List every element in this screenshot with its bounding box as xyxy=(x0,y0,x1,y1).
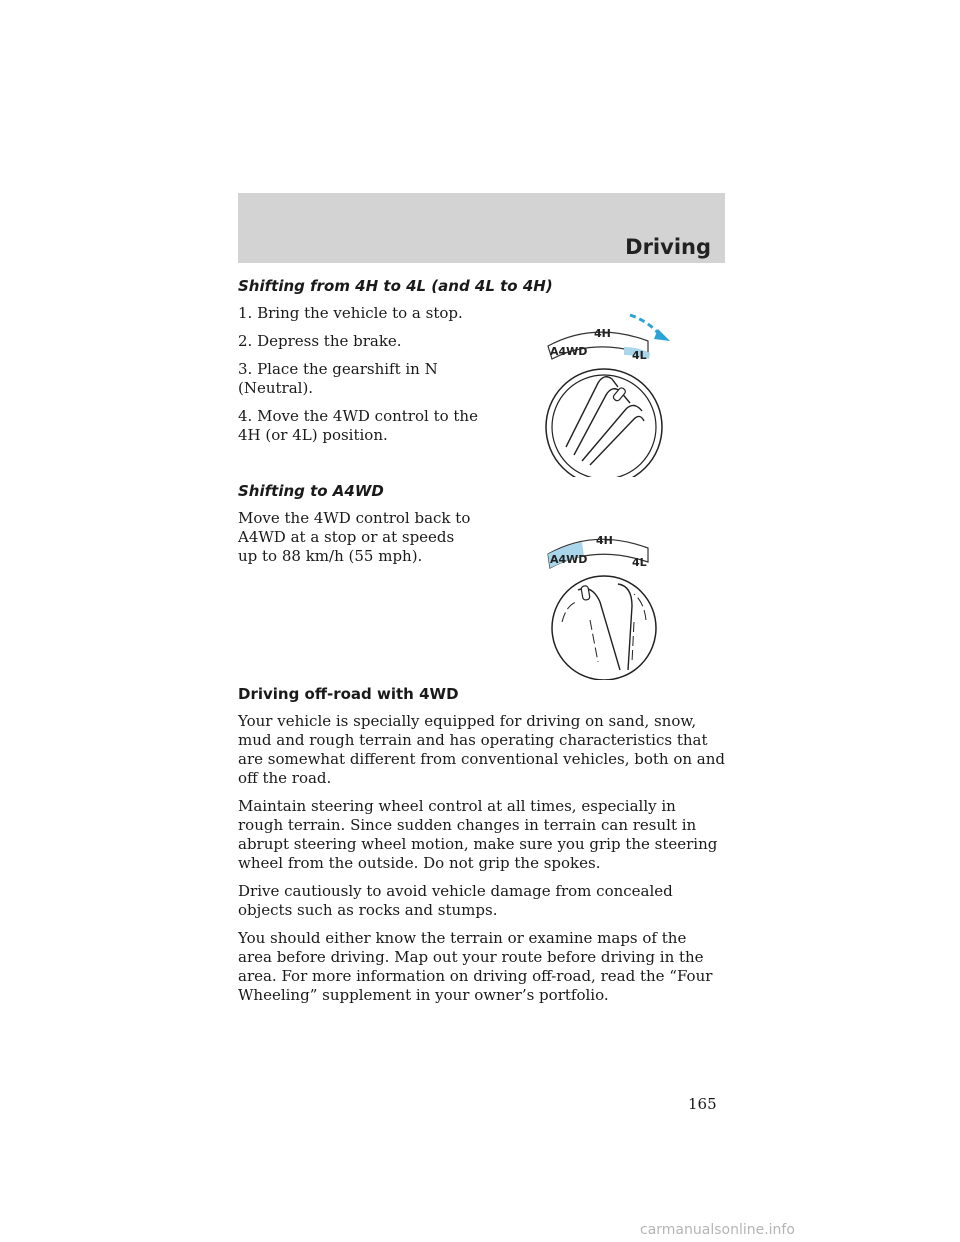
arrow-dash xyxy=(630,315,660,335)
label-4l: 4L xyxy=(632,349,647,362)
label-4l: 4L xyxy=(632,556,647,569)
label-a4wd: A4WD xyxy=(550,345,588,358)
section-shift-a4wd xyxy=(238,482,725,685)
paragraph: Maintain steering wheel control at all times, especially in rough terrain. Since sudden changes in terrain can result in abrupt steering wheel motion, make sure you grip the steering wheel from the outside. Do not grip the spokes. xyxy=(238,797,718,872)
step-4: 4. Move the 4WD control to the 4H (or 4L) position. xyxy=(238,407,478,444)
paragraph: Drive cautiously to avoid vehicle damage from concealed objects such as rocks and stumps. xyxy=(238,882,673,919)
label-4h: 4H xyxy=(594,327,611,340)
section-heading: Driving off-road with 4WD xyxy=(238,685,459,703)
section-shift-4h-4l xyxy=(238,277,725,482)
section-title: Driving xyxy=(625,235,711,259)
paragraph: You should either know the terrain or examine maps of the area before driving. Map out your route before driving in the area. For more information on driving off-road, read the “Four Wheeling” supplement in your owner’s portfolio. xyxy=(238,929,713,1004)
a4wd-instructions: Move the 4WD control back to A4WD at a stop or at speeds up to 88 km/h (55 mph). xyxy=(238,509,471,565)
section-off-road xyxy=(238,685,725,1005)
label-4h: 4H xyxy=(596,534,613,547)
step-1: 1. Bring the vehicle to a stop. xyxy=(238,304,463,322)
page-number: 165 xyxy=(688,1095,717,1113)
label-a4wd: A4WD xyxy=(550,553,588,566)
knob-face xyxy=(552,576,656,680)
4wd-control-knob-a4wd-illustration xyxy=(536,510,686,680)
page-content xyxy=(238,277,725,1014)
section-heading: Shifting to A4WD xyxy=(238,482,384,500)
section-heading: Shifting from 4H to 4L (and 4L to 4H) xyxy=(238,277,553,295)
4wd-control-knob-4l-illustration xyxy=(536,297,686,477)
watermark: carmanualsonline.info xyxy=(640,1222,795,1238)
step-3: 3. Place the gearshift in N (Neutral). xyxy=(238,360,438,397)
paragraph: Your vehicle is specially equipped for driving on sand, snow, mud and rough terrain and has operating characteristics that are somewhat different from conventional vehicles, both on and off the road. xyxy=(238,712,726,787)
knob-face xyxy=(552,375,656,477)
header-band xyxy=(238,193,725,263)
step-2: 2. Depress the brake. xyxy=(238,332,402,350)
